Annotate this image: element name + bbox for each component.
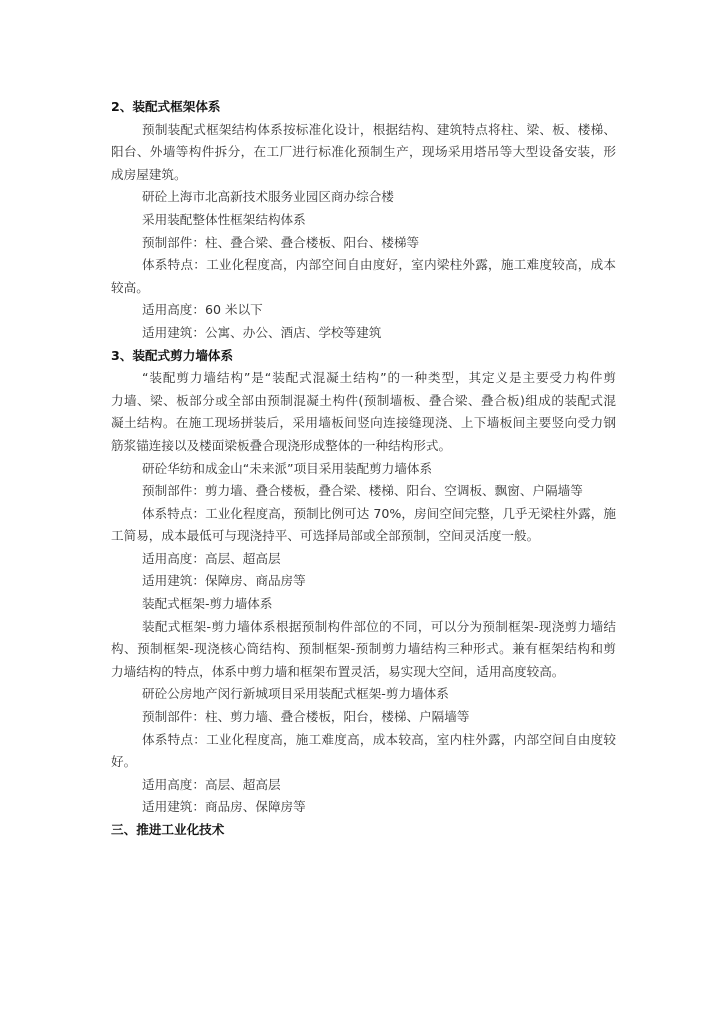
parts-line: 预制部件：柱、叠合梁、叠合楼板、阳台、楼梯等 [142, 234, 420, 250]
section-heading-frame-system: 2、装配式框架体系 [111, 99, 221, 114]
subsection-title-frame-shear-wall: 装配式框架-剪力墙体系 [142, 596, 273, 612]
paragraph-line: 预制装配式框架结构体系按标准化设计，根据结构、建筑特点将柱、梁、板、楼梯、 [142, 121, 616, 137]
feature-line: 工简易，成本最低可与现浇持平、可选择局部或全部预制，空间灵活度一般。 [111, 528, 540, 544]
buildings-line: 适用建筑：商品房、保障房等 [142, 799, 306, 815]
paragraph-line: 筋浆锚连接以及楼面梁板叠合现浇形成整体的一种结构形式。 [111, 437, 452, 453]
case-line: 研砼上海市北高新技术服务业园区商办综合楼 [142, 189, 394, 205]
document-page [111, 96, 616, 842]
case-line: 研砼华纺和成金山“未来派”项目采用装配剪力墙体系 [142, 460, 433, 476]
height-line: 适用高度：60 米以下 [142, 302, 263, 318]
parts-line: 预制部件：柱、剪力墙、叠合楼板，阳台，楼梯、户隔墙等 [142, 709, 470, 725]
paragraph-line: 装配式框架-剪力墙体系根据预制构件部位的不同，可以分为预制框架-现浇剪力墙结 [142, 618, 616, 634]
height-line: 适用高度：高层、超高层 [142, 776, 281, 792]
parts-line: 预制部件：剪力墙、叠合楼板，叠合梁、楼梯、阳台、空调板、飘窗、户隔墙等 [142, 483, 583, 499]
feature-line: 较高。 [111, 279, 149, 295]
paragraph-line: 力墙结构的特点，体系中剪力墙和框架布置灵活，易实现大空间，适用高度较高。 [111, 663, 565, 679]
feature-line: 体系特点：工业化程度高，预制比例可达 70%，房间空间完整，几乎无梁柱外露，施 [142, 505, 616, 521]
paragraph-line: “装配剪力墙结构”是“装配式混凝土结构”的一种类型，其定义是主要受力构件剪 [142, 370, 616, 386]
paragraph-line: 凝土结构。在施工现场拼装后，采用墙板间竖向连接缝现浇、上下墙板间主要竖向受力钢 [111, 415, 616, 431]
buildings-line: 适用建筑：公寓、办公、酒店、学校等建筑 [142, 324, 382, 340]
paragraph-line: 阳台、外墙等构件拆分，在工厂进行标准化预制生产，现场采用塔吊等大型设备安装，形 [111, 144, 616, 160]
paragraph-line: 成房屋建筑。 [111, 166, 187, 182]
feature-line: 体系特点：工业化程度高，施工难度高，成本较高，室内柱外露，内部空间自由度较 [142, 731, 616, 747]
paragraph-line: 构、预制框架-现浇核心筒结构、预制框架-预制剪力墙结构三种形式。兼有框架结构和剪 [111, 641, 616, 657]
buildings-line: 适用建筑：保障房、商品房等 [142, 573, 306, 589]
system-line: 采用装配整体性框架结构体系 [142, 211, 306, 227]
section-heading-shear-wall-system: 3、装配式剪力墙体系 [111, 347, 234, 363]
feature-line: 体系特点：工业化程度高，内部空间自由度好，室内梁柱外露，施工难度较高，成本 [142, 257, 616, 273]
case-line: 研砼公房地产闵行新城项目采用装配式框架-剪力墙体系 [142, 686, 449, 702]
height-line: 适用高度：高层、超高层 [142, 550, 281, 566]
section-heading-industrialization: 三、推进工业化技术 [111, 822, 225, 837]
feature-line: 好。 [111, 754, 137, 770]
paragraph-line: 力墙、梁、板部分或全部由预制混凝土构件(预制墙板、叠合梁、叠合板)组成的装配式混 [111, 392, 616, 408]
